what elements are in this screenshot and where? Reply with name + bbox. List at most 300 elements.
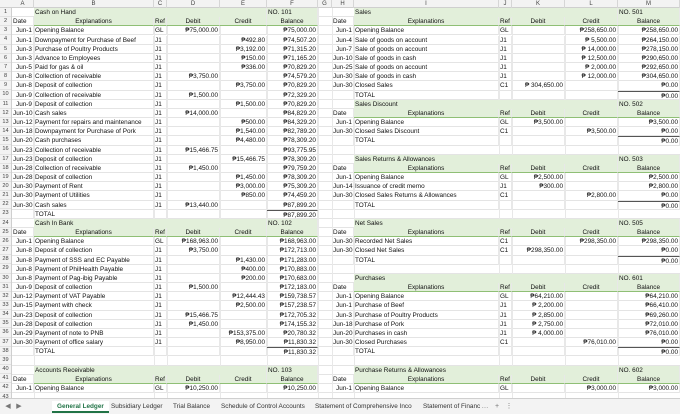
row-header[interactable]: 25: [0, 228, 11, 237]
row-header[interactable]: 3: [0, 26, 11, 35]
total-cell[interactable]: [332, 91, 354, 100]
column-label-ref[interactable]: Ref: [499, 283, 512, 292]
ledger-cell[interactable]: [565, 182, 618, 191]
ledger-cell[interactable]: J1: [154, 173, 167, 182]
row-header[interactable]: 12: [0, 109, 11, 118]
ledger-cell[interactable]: Payment of SSS and EC Payable: [34, 256, 154, 265]
ledger-cell[interactable]: ₱1,540.00: [220, 127, 267, 136]
total-cell[interactable]: [512, 136, 565, 145]
ledger-cell[interactable]: Jun-23: [13, 146, 33, 154]
column-label-ref[interactable]: Ref: [499, 375, 512, 384]
ledger-cell[interactable]: [565, 292, 618, 301]
row-header[interactable]: 13: [0, 118, 11, 127]
account-number[interactable]: NO. 102: [267, 219, 318, 228]
ledger-cell[interactable]: [167, 301, 220, 310]
column-header[interactable]: I: [354, 0, 499, 8]
ledger-cell[interactable]: J1: [154, 146, 167, 155]
ledger-cell[interactable]: J1: [499, 36, 512, 45]
column-label-explanations[interactable]: Explanations: [354, 283, 499, 292]
ledger-cell[interactable]: ₱492.80: [220, 36, 267, 45]
ledger-cell[interactable]: Jun-5: [12, 63, 34, 72]
row-header[interactable]: 36: [0, 328, 11, 337]
ledger-cell[interactable]: Cash sales: [34, 109, 154, 118]
ledger-cell[interactable]: GL: [154, 26, 167, 35]
column-label-explanations[interactable]: Explanations: [354, 164, 499, 173]
ledger-cell[interactable]: ₱2,500.00: [512, 173, 565, 182]
ledger-cell[interactable]: J1: [154, 292, 167, 301]
ledger-cell[interactable]: J1: [154, 72, 167, 81]
total-cell[interactable]: ₱0.00: [618, 347, 680, 356]
account-number[interactable]: NO. 503: [618, 155, 680, 164]
ledger-cell[interactable]: Purchase of Beef: [354, 301, 499, 310]
ledger-cell[interactable]: ₱10,250.00: [167, 384, 220, 393]
ledger-cell[interactable]: Jun-30: [13, 183, 33, 191]
total-cell[interactable]: [332, 256, 354, 265]
total-cell[interactable]: [565, 91, 618, 100]
ledger-cell[interactable]: GL: [154, 237, 167, 246]
total-cell[interactable]: [499, 91, 512, 100]
ledger-cell[interactable]: Payment of Pag-ibig Payable: [34, 274, 154, 283]
column-label-debit[interactable]: Debit: [512, 283, 565, 292]
ledger-cell[interactable]: Deposit of collection: [34, 173, 154, 182]
column-label-balance[interactable]: Balance: [618, 109, 680, 118]
ledger-cell[interactable]: J1: [154, 283, 167, 292]
ledger-cell[interactable]: [565, 329, 618, 338]
ledger-cell[interactable]: Payment of VAT Payable: [34, 292, 154, 301]
ledger-cell[interactable]: ₱20,780.32: [267, 329, 318, 338]
ledger-cell[interactable]: GL: [499, 384, 512, 393]
ledger-cell[interactable]: J1: [154, 36, 167, 45]
ledger-cell[interactable]: Downpayment for Purchase of Beef: [34, 36, 154, 45]
account-number[interactable]: NO. 601: [618, 274, 680, 283]
ledger-cell[interactable]: ₱172,183.00: [267, 283, 318, 292]
ledger-cell[interactable]: [167, 292, 220, 301]
ledger-cell[interactable]: [565, 173, 618, 182]
total-cell[interactable]: [220, 210, 267, 219]
column-label-balance[interactable]: Balance: [267, 228, 318, 237]
total-cell[interactable]: TOTAL: [354, 136, 499, 145]
ledger-cell[interactable]: J1: [499, 301, 512, 310]
column-label-ref[interactable]: Ref: [499, 109, 512, 118]
total-cell[interactable]: [12, 347, 34, 356]
total-cell[interactable]: [565, 256, 618, 265]
ledger-cell[interactable]: ₱72,329.20: [267, 91, 318, 100]
ledger-cell[interactable]: ₱76,010.00: [618, 329, 680, 338]
ledger-cell[interactable]: ₱70,829.20: [267, 81, 318, 90]
ledger-cell[interactable]: ₱2,800.00: [618, 182, 680, 191]
ledger-cell[interactable]: Jun-14: [333, 183, 353, 191]
ledger-cell[interactable]: J1: [154, 301, 167, 310]
total-cell[interactable]: TOTAL: [354, 91, 499, 100]
ledger-cell[interactable]: ₱15,466.75: [167, 146, 220, 155]
ledger-cell[interactable]: Deposit of collection: [34, 246, 154, 255]
ledger-cell[interactable]: ₱15,466.75: [167, 311, 220, 320]
column-label-debit[interactable]: Debit: [167, 375, 220, 384]
column-label-balance[interactable]: Balance: [267, 375, 318, 384]
ledger-cell[interactable]: Jun-30: [13, 192, 33, 200]
ledger-cell[interactable]: ₱ 12,000.00: [565, 72, 618, 81]
ledger-cell[interactable]: ₱0.00: [618, 81, 680, 90]
add-sheet-icon[interactable]: +: [494, 403, 500, 410]
ledger-cell[interactable]: ₱75,000.00: [267, 26, 318, 35]
ledger-cell[interactable]: [220, 26, 267, 35]
column-header[interactable]: E: [220, 0, 267, 8]
ledger-cell[interactable]: Deposit of collection: [34, 155, 154, 164]
ledger-cell[interactable]: [167, 100, 220, 109]
ledger-cell[interactable]: Purchase of Poultry Products: [34, 45, 154, 54]
ledger-cell[interactable]: Jun-1: [332, 26, 354, 35]
ledger-cell[interactable]: Jun-3: [332, 311, 354, 320]
ledger-cell[interactable]: Opening Balance: [34, 237, 154, 246]
ledger-cell[interactable]: C1: [499, 191, 512, 200]
ledger-cell[interactable]: Sale of goods in cash: [354, 72, 499, 81]
ledger-cell[interactable]: J1: [154, 81, 167, 90]
total-cell[interactable]: ₱0.00: [618, 256, 680, 265]
ledger-cell[interactable]: Opening Balance: [354, 118, 499, 127]
ledger-cell[interactable]: Jun-1: [12, 36, 34, 45]
ledger-cell[interactable]: Opening Balance: [34, 384, 154, 393]
ledger-cell[interactable]: ₱298,350.00: [565, 237, 618, 246]
ledger-cell[interactable]: ₱ 4,000.00: [512, 329, 565, 338]
account-number[interactable]: NO. 103: [267, 366, 318, 375]
ledger-cell[interactable]: Payment of PhilHealth Payable: [34, 265, 154, 274]
ledger-cell[interactable]: [512, 384, 565, 393]
column-label-credit[interactable]: Credit: [565, 109, 618, 118]
ledger-cell[interactable]: J1: [154, 320, 167, 329]
ledger-cell[interactable]: Jun-9: [12, 283, 34, 292]
ledger-cell[interactable]: [512, 45, 565, 54]
row-header[interactable]: 2: [0, 17, 11, 26]
ledger-cell[interactable]: Jun-8: [12, 256, 34, 265]
ledger-cell[interactable]: Purchase of Pork: [354, 320, 499, 329]
column-label-credit[interactable]: Credit: [220, 375, 267, 384]
ledger-cell[interactable]: Jun-30: [333, 128, 353, 136]
column-label-explanations[interactable]: Explanations: [354, 109, 499, 118]
ledger-cell[interactable]: [167, 155, 220, 164]
total-cell[interactable]: [220, 347, 267, 356]
total-cell[interactable]: [512, 201, 565, 210]
ledger-cell[interactable]: Opening Balance: [354, 384, 499, 393]
ledger-cell[interactable]: ₱157,238.57: [267, 301, 318, 310]
ledger-cell[interactable]: Issuance of credit memo: [354, 182, 499, 191]
ledger-cell[interactable]: [167, 127, 220, 136]
total-cell[interactable]: [12, 210, 34, 219]
cell-grid[interactable]: [12, 8, 680, 398]
ledger-cell[interactable]: Jun-10: [13, 109, 33, 117]
ledger-cell[interactable]: ₱200.00: [220, 274, 267, 283]
ledger-cell[interactable]: ₱298,350.00: [512, 246, 565, 255]
ledger-cell[interactable]: ₱258,650.00: [618, 26, 680, 35]
total-cell[interactable]: [332, 201, 354, 210]
ledger-cell[interactable]: ₱170,883.00: [267, 265, 318, 274]
ledger-cell[interactable]: [220, 283, 267, 292]
column-label-date[interactable]: Date: [332, 283, 354, 292]
ledger-cell[interactable]: Closed Purchases: [354, 338, 499, 347]
ledger-cell[interactable]: ₱298,350.00: [618, 237, 680, 246]
ledger-cell[interactable]: [512, 63, 565, 72]
ledger-cell[interactable]: [512, 54, 565, 63]
account-title[interactable]: Purchases: [354, 274, 618, 283]
ledger-cell[interactable]: Opening Balance: [354, 173, 499, 182]
total-cell[interactable]: [499, 136, 512, 145]
ledger-cell[interactable]: ₱ 2,200.00: [512, 301, 565, 310]
column-label-balance[interactable]: Balance: [618, 164, 680, 173]
row-header[interactable]: 6: [0, 54, 11, 63]
ledger-cell[interactable]: Jun-1: [332, 118, 354, 127]
ledger-cell[interactable]: ₱ 2,000.00: [565, 63, 618, 72]
ledger-cell[interactable]: Jun-28: [13, 174, 33, 182]
ledger-cell[interactable]: Jun-30: [13, 201, 33, 209]
column-label-debit[interactable]: Debit: [512, 228, 565, 237]
account-title[interactable]: Cash on Hand: [34, 8, 267, 17]
ledger-cell[interactable]: Jun-1: [332, 301, 354, 310]
ledger-cell[interactable]: Payment of Rent: [34, 182, 154, 191]
ledger-cell[interactable]: J1: [499, 329, 512, 338]
ledger-cell[interactable]: ₱75,309.20: [267, 182, 318, 191]
column-label-balance[interactable]: Balance: [267, 17, 318, 26]
column-header[interactable]: C: [154, 0, 167, 8]
column-label-credit[interactable]: Credit: [220, 17, 267, 26]
ledger-cell[interactable]: ₱0.00: [618, 246, 680, 255]
ledger-cell[interactable]: J1: [154, 164, 167, 173]
column-label-debit[interactable]: Debit: [512, 17, 565, 26]
ledger-cell[interactable]: Jun-23: [13, 311, 33, 319]
column-label-date[interactable]: Date: [332, 375, 354, 384]
ledger-cell[interactable]: ₱3,750.00: [167, 72, 220, 81]
ledger-cell[interactable]: ₱ 14,000.00: [565, 45, 618, 54]
ledger-cell[interactable]: [565, 118, 618, 127]
column-header[interactable]: A: [12, 0, 34, 8]
total-cell[interactable]: [499, 347, 512, 356]
ledger-cell[interactable]: C1: [499, 81, 512, 90]
ledger-cell[interactable]: [565, 320, 618, 329]
tab-scroll-left-icon[interactable]: ◀: [5, 403, 11, 410]
ledger-cell[interactable]: ₱3,500.00: [565, 127, 618, 136]
row-header[interactable]: 42: [0, 383, 11, 392]
ledger-cell[interactable]: Jun-18: [333, 320, 353, 328]
ledger-cell[interactable]: Jun-30: [333, 247, 353, 255]
ledger-cell[interactable]: [220, 201, 267, 210]
ledger-cell[interactable]: ₱4,480.00: [220, 136, 267, 145]
ledger-cell[interactable]: [167, 36, 220, 45]
row-header[interactable]: 28: [0, 255, 11, 264]
ledger-cell[interactable]: ₱10,250.00: [267, 384, 318, 393]
ledger-cell[interactable]: [167, 265, 220, 274]
ledger-cell[interactable]: ₱304,650.00: [618, 72, 680, 81]
ledger-cell[interactable]: ₱ 5,500.00: [565, 36, 618, 45]
sheet-tab[interactable]: Statement of Financ: [423, 403, 481, 410]
ledger-cell[interactable]: Payment of office salary: [34, 338, 154, 347]
row-header[interactable]: 7: [0, 63, 11, 72]
ledger-cell[interactable]: ₱12,444.43: [220, 292, 267, 301]
account-number[interactable]: NO. 602: [618, 366, 680, 375]
column-label-ref[interactable]: Ref: [499, 164, 512, 173]
column-header[interactable]: D: [167, 0, 220, 8]
ledger-cell[interactable]: [512, 237, 565, 246]
ledger-cell[interactable]: Jun-28: [13, 320, 33, 328]
ledger-cell[interactable]: [167, 81, 220, 90]
ledger-cell[interactable]: Jun-4: [332, 36, 354, 45]
ledger-cell[interactable]: C1: [499, 237, 512, 246]
ledger-cell[interactable]: [220, 246, 267, 255]
ledger-cell[interactable]: J1: [154, 45, 167, 54]
ledger-cell[interactable]: J1: [499, 63, 512, 72]
ledger-cell[interactable]: Jun-9: [12, 91, 34, 100]
account-number[interactable]: NO. 502: [618, 100, 680, 109]
total-cell[interactable]: [167, 347, 220, 356]
ledger-cell[interactable]: [220, 109, 267, 118]
ledger-cell[interactable]: Purchases in cash: [354, 329, 499, 338]
ledger-cell[interactable]: ₱168,963.00: [167, 237, 220, 246]
column-label-credit[interactable]: Credit: [565, 283, 618, 292]
row-header[interactable]: 20: [0, 182, 11, 191]
ledger-cell[interactable]: [167, 329, 220, 338]
ledger-cell[interactable]: Jun-30: [13, 339, 33, 347]
total-cell[interactable]: ₱0.00: [618, 91, 680, 100]
ledger-cell[interactable]: [565, 301, 618, 310]
ledger-cell[interactable]: Jun-30: [333, 192, 353, 200]
ledger-cell[interactable]: [220, 164, 267, 173]
ledger-cell[interactable]: [167, 256, 220, 265]
column-label-explanations[interactable]: Explanations: [354, 228, 499, 237]
ledger-cell[interactable]: Opening Balance: [354, 26, 499, 35]
ledger-cell[interactable]: J1: [154, 191, 167, 200]
ledger-cell[interactable]: [167, 63, 220, 72]
ledger-cell[interactable]: Jun-8: [12, 72, 34, 81]
ledger-cell[interactable]: Advance to Employees: [34, 54, 154, 63]
ledger-cell[interactable]: Cash sales: [34, 201, 154, 210]
ledger-cell[interactable]: ₱76,010.00: [565, 338, 618, 347]
ledger-cell[interactable]: Jun-12: [13, 119, 33, 127]
row-header[interactable]: 32: [0, 292, 11, 301]
ledger-cell[interactable]: Sale of goods on account: [354, 63, 499, 72]
ledger-cell[interactable]: ₱75,000.00: [167, 26, 220, 35]
ledger-cell[interactable]: ₱74,579.20: [267, 72, 318, 81]
ledger-cell[interactable]: Closed Net Sales: [354, 246, 499, 255]
ledger-cell[interactable]: ₱69,260.00: [618, 311, 680, 320]
account-title[interactable]: Sales: [354, 8, 618, 17]
ledger-cell[interactable]: [167, 45, 220, 54]
ledger-cell[interactable]: ₱ 304,650.00: [512, 81, 565, 90]
ledger-cell[interactable]: ₱3,000.00: [565, 384, 618, 393]
ledger-cell[interactable]: ₱93,775.95: [267, 146, 318, 155]
ledger-cell[interactable]: ₱1,450.00: [167, 164, 220, 173]
column-header[interactable]: L: [565, 0, 618, 8]
ledger-cell[interactable]: ₱2,500.00: [618, 173, 680, 182]
row-header[interactable]: 31: [0, 283, 11, 292]
row-header[interactable]: 26: [0, 237, 11, 246]
ledger-cell[interactable]: Jun-1: [332, 173, 354, 182]
row-header[interactable]: 5: [0, 45, 11, 54]
ledger-cell[interactable]: J1: [154, 311, 167, 320]
ledger-cell[interactable]: ₱1,450.00: [220, 173, 267, 182]
row-header[interactable]: 19: [0, 173, 11, 182]
row-header[interactable]: 33: [0, 301, 11, 310]
row-header[interactable]: 10: [0, 90, 11, 99]
column-label-debit[interactable]: Debit: [512, 164, 565, 173]
ledger-cell[interactable]: Jun-8: [12, 246, 34, 255]
total-cell[interactable]: [499, 256, 512, 265]
ledger-cell[interactable]: Jun-12: [13, 293, 33, 301]
total-cell[interactable]: [332, 347, 354, 356]
ledger-cell[interactable]: ₱153,375.00: [220, 329, 267, 338]
ledger-cell[interactable]: Jun-20: [13, 137, 33, 145]
ledger-cell[interactable]: ₱258,650.00: [565, 26, 618, 35]
row-header[interactable]: 11: [0, 100, 11, 109]
ledger-cell[interactable]: ₱2,500.00: [220, 301, 267, 310]
row-header[interactable]: 37: [0, 338, 11, 347]
ledger-cell[interactable]: Payment with check: [34, 301, 154, 310]
column-header[interactable]: B: [34, 0, 154, 8]
ledger-cell[interactable]: J1: [154, 274, 167, 283]
ledger-cell[interactable]: [167, 136, 220, 145]
column-header[interactable]: K: [512, 0, 565, 8]
ledger-cell[interactable]: Collection of receivable: [34, 164, 154, 173]
ledger-cell[interactable]: ₱1,430.00: [220, 256, 267, 265]
total-cell[interactable]: ₱0.00: [618, 201, 680, 210]
ledger-cell[interactable]: ₱ 2,750.00: [512, 320, 565, 329]
ledger-cell[interactable]: ₱170,683.00: [267, 274, 318, 283]
column-label-explanations[interactable]: Explanations: [354, 17, 499, 26]
ledger-cell[interactable]: [220, 237, 267, 246]
ledger-cell[interactable]: J1: [154, 100, 167, 109]
ledger-cell[interactable]: Jun-7: [332, 45, 354, 54]
ledger-cell[interactable]: ₱71,315.20: [267, 45, 318, 54]
ledger-cell[interactable]: ₱74,459.20: [267, 191, 318, 200]
ledger-cell[interactable]: J1: [154, 91, 167, 100]
ledger-cell[interactable]: Jun-1: [332, 292, 354, 301]
ledger-cell[interactable]: ₱13,440.00: [167, 201, 220, 210]
ledger-cell[interactable]: [512, 127, 565, 136]
column-label-explanations[interactable]: Explanations: [34, 375, 154, 384]
ledger-cell[interactable]: Jun-20: [333, 329, 353, 337]
ledger-cell[interactable]: [167, 182, 220, 191]
ledger-cell[interactable]: ₱172,713.00: [267, 246, 318, 255]
ledger-cell[interactable]: ₱290,650.00: [618, 54, 680, 63]
ledger-cell[interactable]: ₱15,466.75: [220, 155, 267, 164]
total-cell[interactable]: [565, 347, 618, 356]
ledger-cell[interactable]: [220, 311, 267, 320]
ledger-cell[interactable]: ₱1,450.00: [167, 320, 220, 329]
row-header[interactable]: 38: [0, 347, 11, 356]
ledger-cell[interactable]: ₱0.00: [618, 127, 680, 136]
ledger-cell[interactable]: J1: [154, 201, 167, 210]
ledger-cell[interactable]: Payment of note to PNB: [34, 329, 154, 338]
ledger-cell[interactable]: J1: [499, 320, 512, 329]
ledger-cell[interactable]: Deposit of collection: [34, 81, 154, 90]
row-header[interactable]: 41: [0, 374, 11, 383]
ledger-cell[interactable]: ₱3,750.00: [220, 81, 267, 90]
ledger-cell[interactable]: Jun-29: [13, 329, 33, 337]
ledger-cell[interactable]: J1: [154, 118, 167, 127]
ledger-cell[interactable]: Sale of goods on account: [354, 36, 499, 45]
row-header[interactable]: 39: [0, 356, 11, 365]
total-cell[interactable]: ₱87,899.20: [267, 210, 318, 219]
ledger-cell[interactable]: ₱150.00: [220, 54, 267, 63]
ledger-cell[interactable]: J1: [154, 63, 167, 72]
ledger-cell[interactable]: Deposit of collection: [34, 100, 154, 109]
tab-more-ellipsis[interactable]: …: [481, 403, 489, 410]
ledger-cell[interactable]: [220, 146, 267, 155]
column-header[interactable]: J: [499, 0, 512, 8]
ledger-cell[interactable]: Jun-8: [12, 265, 34, 274]
ledger-cell[interactable]: ₱70,829.20: [267, 63, 318, 72]
row-header[interactable]: 21: [0, 191, 11, 200]
total-cell[interactable]: [499, 201, 512, 210]
ledger-cell[interactable]: J1: [154, 136, 167, 145]
row-header[interactable]: 1: [0, 8, 11, 17]
column-label-ref[interactable]: Ref: [154, 17, 167, 26]
